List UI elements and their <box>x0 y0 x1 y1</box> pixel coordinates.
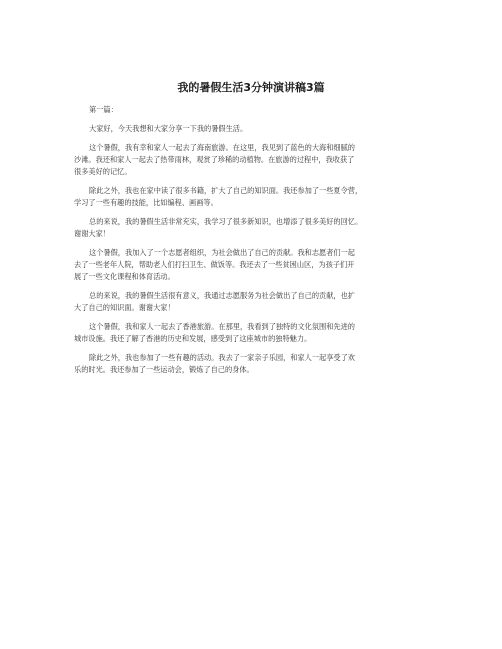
paragraph <box>74 321 432 345</box>
paragraph-line: 城市设施。我还了解了香港的历史和发展，感受到了这座城市的独特魅力。 <box>74 334 312 343</box>
paragraph-line: 这个暑假，我有幸和家人一起去了海南旅游。在这里，我见到了蓝色的大海和细腻的 <box>89 143 355 152</box>
document-body <box>74 104 432 383</box>
paragraph-line: 大了自己的知识面。谢谢大家！ <box>74 303 175 312</box>
paragraph-line: 除此之外，我也参加了一些有趣的活动。我去了一家亲子乐园，和家人一起享受了欢 <box>89 353 355 362</box>
paragraph-line: 去了一些老年人院，帮助老人们打扫卫生、做饭等。我还去了一些贫困山区，为孩子们开 <box>74 260 355 269</box>
paragraph-line: 总的来说，我的暑假生活很有意义，我通过志愿服务为社会做出了自己的贡献，也扩 <box>89 291 355 300</box>
paragraph-line: 乐的时光。我还参加了一些运动会，锻炼了自己的身体。 <box>74 365 254 374</box>
paragraph-line: 大家好，今天我想和大家分享一下我的暑假生活。 <box>89 124 248 133</box>
paragraph-line: 沙滩。我还和家人一起去了热带雨林，观赏了珍稀的动植物。在旅游的过程中，我收获了 <box>74 155 355 164</box>
paragraph <box>74 352 432 376</box>
paragraph-line: 展了一些文化课程和体育活动。 <box>74 272 175 281</box>
document-title: 我的暑假生活3分钟演讲稿3篇 <box>177 81 325 94</box>
paragraph-line: 很多美好的记忆。 <box>74 167 132 176</box>
paragraph <box>74 290 432 314</box>
paragraph-line: 这个暑假，我和家人一起去了香港旅游。在那里，我看到了独特的文化氛围和先进的 <box>89 322 355 331</box>
paragraph <box>74 216 432 240</box>
paragraph-line: 这个暑假，我加入了一个志愿者组织，为社会做出了自己的贡献。我和志愿者们一起 <box>89 248 355 257</box>
paragraph <box>74 247 432 283</box>
paragraph <box>74 123 432 135</box>
paragraph <box>74 185 432 209</box>
paragraph-line: 除此之外，我也在家中读了很多书籍，扩大了自己的知识面。我还参加了一些夏令营， <box>89 186 363 195</box>
section-heading: 第一篇： <box>89 105 118 114</box>
paragraph-line: 总的来说，我的暑假生活非常充实，我学习了很多新知识，也增添了很多美好的回忆。 <box>89 217 363 226</box>
paragraph-line: 学习了一些有趣的技能，比如编程、画画等。 <box>74 198 218 207</box>
paragraph-line: 谢谢大家！ <box>74 229 110 238</box>
paragraph <box>74 142 432 178</box>
